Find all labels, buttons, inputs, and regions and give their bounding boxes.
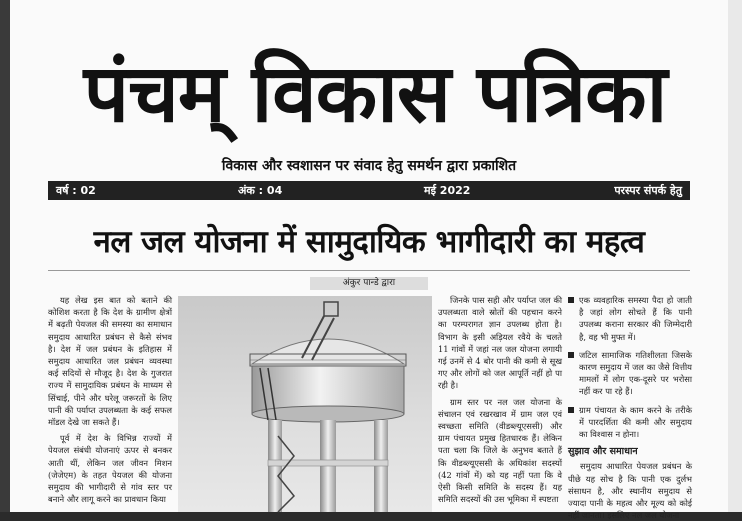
issue-date: मई 2022 xyxy=(424,184,471,197)
list-item: जटिल सामाजिक गतिशीलता जिसके कारण समुदाय में जल का जैसे वित्तीय मामलों में लोग एक-दूसरे पर भरोसा नहीं कर पा रहे हैं। xyxy=(568,349,692,398)
article-headline: नल जल योजना में सामुदायिक भागीदारी का महत्व xyxy=(93,224,645,260)
bullet-list xyxy=(568,294,692,440)
paragraph: जिनके पास सही और पर्याप्त जल की उपलब्धता वाले स्रोतों की पहचान करने का परम्परागत ज्ञान उपलब्ध होता है। विभाग के इसी अड़ियल रवैये के चलते 11 गांवों में जहां नल जल योजना लगायी गई उनमें से 4 बोर पानी की कमी से सूख गए और लोगों को जल आपूर्ति नहीं हो पा रही है। xyxy=(438,295,562,391)
paragraph: यह लेख इस बात को बताने की कोशिश करता है कि देश के ग्रामीण क्षेत्रों में बढ़ती पेयजल की समस्या का समाधान समुदाय आधारित प्रबंधन से कैसे संभव है। देश में जल प्रबंधन के इतिहास में समुदाय आधारित जल प्रबंधन व्यवस्था कई सदियों से मौजूद है। देश के गुजरात राज्य में सामुदायिक प्रबंधन के माध्यम से सिंचाई, पीने और घरेलू जरूरतों के लिए पानी की पर्याप्त उपलब्धता के कई सफल मॉडल देखे जा सकते हैं। xyxy=(48,295,172,428)
headline-divider xyxy=(48,270,690,271)
section-subhead: सुझाव और समाधान xyxy=(568,446,638,458)
issue-number: अंक : 04 xyxy=(238,184,283,197)
water-tower-icon xyxy=(178,296,432,512)
list-item: ग्राम पंचायत के काम करने के तरीके में पारदर्शिता की कमी और समुदाय का विश्वास न होना। xyxy=(568,404,692,441)
background-right xyxy=(728,0,742,512)
issue-year: वर्ष : 02 xyxy=(56,184,96,197)
paragraph: पूर्व में देश के विभिन्न राज्यों में पेयजल संबंधी योजनाएं ऊपर से बनकर आती थीं, लेकिन जल जीवन मिशन (जेजेएम) के तहत पेयजल की योजना समुदाय की भागीदारी से गांव स्तर पर बनाने और लागू करने का प्रावधान किया xyxy=(48,433,172,505)
contact-label: परस्पर संपर्क हेतु xyxy=(614,184,682,197)
water-tower-image xyxy=(178,296,432,512)
article-column-4 xyxy=(568,294,692,521)
list-item: एक व्यवहारिक समस्या पैदा हो जाती है जहां लोग सोचते हैं कि पानी उपलब्ध कराना सरकार की जिम्मेदारी है, वह भी मुफ्त में। xyxy=(568,294,692,343)
newspaper-page xyxy=(10,0,728,521)
masthead-title: पंचम् विकास पत्रिका xyxy=(83,47,667,140)
article-column-3 xyxy=(438,294,562,512)
paragraph: समुदाय आधारित पेयजल प्रबंधन के पीछे यह सोच है कि पानी एक दुर्लभ संसाधन है, और स्थानीय समुदाय से ज्यादा पानी के महत्व और मूल्य को कोई नहीं जानता। इसलिए नल जल योजना xyxy=(568,461,692,521)
article-byline: अंकुर पान्डे द्वारा xyxy=(310,277,428,290)
paragraph: ग्राम स्तर पर नल जल योजना के संचालन एवं रखरखाव में ग्राम जल एवं स्वच्छता समिति (वीडब्ल्यूएससी) और ग्राम पंचायत प्रमुख हितधारक हैं। लेकिन पता चला कि जिले के अनुभव बताते हैं कि वीडब्ल्यूएससी के अधिकांश सदस्यों (42 गांवों में) को यह नहीं पता कि वे ऐसी किसी समिति के सदस्य हैं। यह समिति सदस्यों की उस भूमिका में स्पष्टता xyxy=(438,396,562,505)
background-left xyxy=(0,0,10,512)
issue-info-bar xyxy=(48,181,690,200)
article-column-1 xyxy=(48,294,172,512)
masthead-tagline: विकास और स्वशासन पर संवाद हेतु समर्थन द्वारा प्रकाशित xyxy=(221,158,517,174)
